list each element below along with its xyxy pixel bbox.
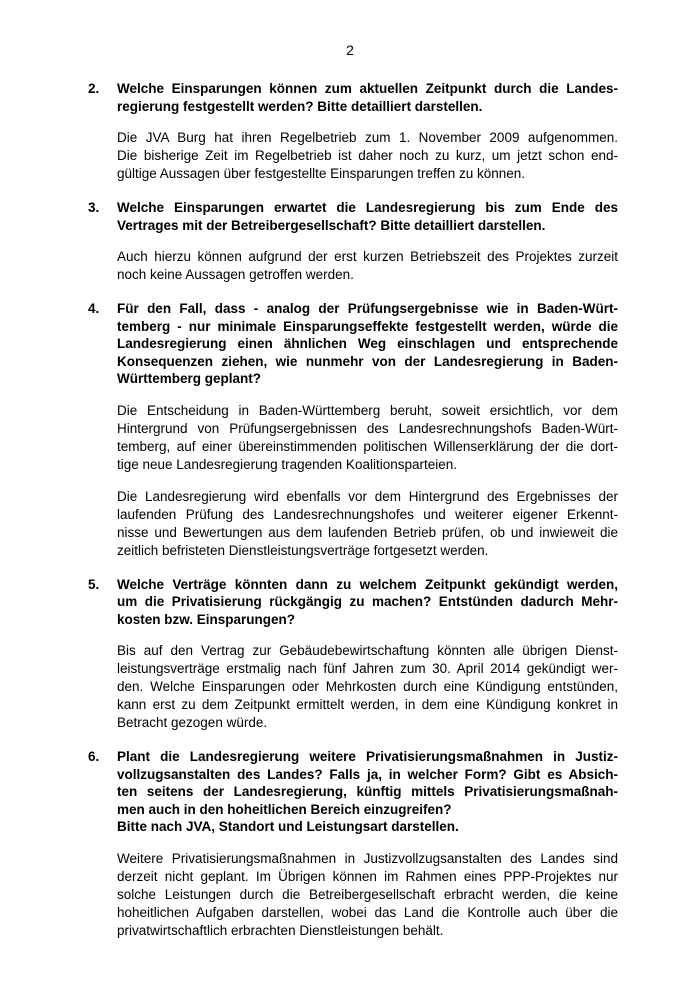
answer-line: solche Leistungen durch die Betreibergesellschaft erbracht werden, die keine [117, 886, 618, 902]
question-line: Welche Einsparungen erwartet die Landesregierung bis zum Ende des [117, 200, 618, 215]
question-line: Für den Fall, dass - analog der Prüfungsergebnisse wie in Baden-Würt- [117, 301, 618, 316]
question-number: 3. [88, 200, 100, 215]
question-line: kosten bzw. Einsparungen? [117, 611, 296, 627]
question-line: Vertrages mit der Betreibergesellschaft? Bitte detailliert darstellen. [117, 217, 546, 233]
answer-line: Betracht gezogen würde. [117, 715, 268, 730]
answer-line: Die JVA Burg hat ihren Regelbetrieb zum 1. November 2009 aufgenommen. [117, 130, 618, 145]
answer-line: tige neue Landesregierung tragenden Koalitionsparteien. [117, 456, 458, 472]
answer-line: Auch hierzu können aufgrund der erst kurzen Betriebszeit des Projektes zurzeit [117, 249, 618, 264]
answer-line: Bis auf den Vertrag zur Gebäudebewirtschaftung könnten alle übrigen Dienst- [117, 643, 618, 658]
question-line: um die Privatisierung rückgängig zu machen? Entstünden dadurch Mehr- [117, 594, 618, 609]
document-body [88, 80, 618, 956]
answer-line: laufenden Prüfung des Landesrechnungshofes und weiterer eigener Erkennt- [117, 506, 618, 522]
question-item-4 [88, 300, 618, 560]
answer-paragraph [117, 248, 618, 284]
question-number: 4. [88, 301, 100, 316]
answer-line: leistungsverträge erstmalig nach fünf Jahren zum 30. April 2014 gekündigt wer- [117, 661, 618, 676]
answer-paragraph [117, 642, 618, 732]
answer-line: Die bisherige Zeit im Regelbetrieb ist daher noch zu kurz, um jetzt schon end- [117, 148, 618, 163]
question-line: vollzugsanstalten des Landes? Falls ja, in welcher Form? Gibt es Absich- [117, 766, 618, 782]
question-number: 2. [88, 81, 100, 96]
question-line: ten seitens der Landesregierung, künftig mittels Privatisierungsmaßnah- [117, 784, 618, 799]
question-number: 6. [88, 749, 100, 764]
question-text [117, 576, 618, 629]
question-item-6 [88, 748, 618, 940]
question-line: regierung festgestellt werden? Bitte detailliert darstellen. [117, 98, 483, 114]
question-line: Plant die Landesregierung weitere Privatisierungsmaßnahmen in Justiz- [117, 749, 618, 764]
question-line: men auch in den hoheitlichen Bereich einzugreifen? [117, 801, 452, 817]
question-number: 5. [88, 576, 100, 592]
answer-line: hoheitlichen Aufgaben darstellen, wobei das Land die Kontrolle auch über die [117, 904, 618, 920]
question-line: temberg - nur minimale Einsparungseffekte festgestellt werden, würde die [117, 318, 618, 334]
answer-paragraph [117, 402, 618, 474]
question-line: Welche Einsparungen können zum aktuellen Zeitpunkt durch die Landes- [117, 81, 618, 96]
question-text [117, 748, 618, 836]
answer-line: privatwirtschaftlich erbrachten Dienstleistungen behält. [117, 922, 444, 938]
answer-line: Die Landesregierung wird ebenfalls vor dem Hintergrund des Ergebnisses der [117, 488, 618, 504]
question-item-3 [88, 199, 618, 284]
page-number: 2 [346, 42, 354, 58]
answer-paragraph [117, 488, 618, 560]
answer-line: gültige Aussagen über festgestellte Einsparungen treffen zu können. [117, 166, 526, 181]
question-text [117, 80, 618, 115]
answer-line: den. Welche Einsparungen oder Mehrkosten durch eine Kündigung entstünden, [117, 679, 618, 694]
answer-line: Die Entscheidung in Baden-Württemberg beruht, soweit ersichtlich, vor dem [117, 402, 618, 418]
answer-line: zeitlich befristeten Dienstleistungsverträge fortgesetzt werden. [117, 542, 489, 558]
answer-paragraph [117, 129, 618, 183]
question-line: Konsequenzen ziehen, wie nunmehr von der Landesregierung in Baden- [117, 353, 618, 369]
question-text [117, 300, 618, 388]
answer-line: noch keine Aussagen getroffen werden. [117, 267, 354, 282]
question-line: Landesregierung einen ähnlichen Weg einschlagen und entsprechende [117, 336, 618, 351]
answer-line: temberg, auf einer übereinstimmenden politischen Willenserklärung der die dort- [117, 438, 618, 454]
answer-line: Weitere Privatisierungsmaßnahmen in Justizvollzugsanstalten des Landes sind [117, 850, 618, 866]
question-line: Württemberg geplant? [117, 371, 261, 386]
question-item-2 [88, 80, 618, 183]
answer-line: nisse und Bewertungen aus dem laufenden Betrieb prüfen, ob und inwieweit die [117, 524, 618, 540]
answer-paragraph [117, 850, 618, 940]
question-text [117, 199, 618, 234]
question-item-5 [88, 576, 618, 733]
answer-line: kann erst zu dem Zeitpunkt ermittelt werden, in dem eine Kündigung konkret in [117, 697, 618, 712]
question-line: Bitte nach JVA, Standort und Leistungsart darstellen. [117, 819, 459, 834]
answer-line: Hintergrund von Prüfungsergebnissen des Landesrechnungshofs Baden-Würt- [117, 420, 618, 436]
answer-line: derzeit nicht geplant. Im Übrigen können im Rahmen eines PPP-Projektes nur [117, 868, 618, 884]
question-line: Welche Verträge könnten dann zu welchem Zeitpunkt gekündigt werden, [117, 576, 618, 592]
